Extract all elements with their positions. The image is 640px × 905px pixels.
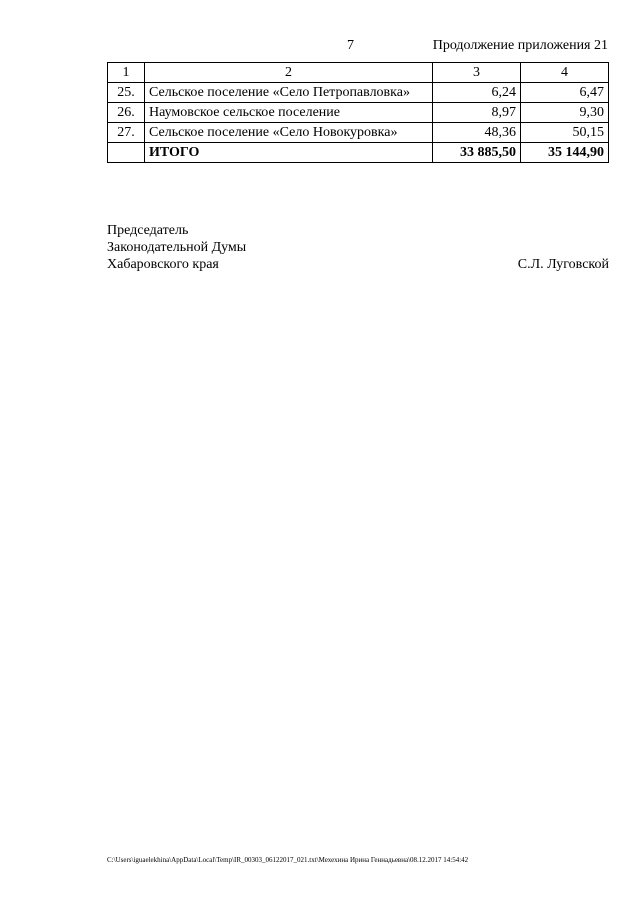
- signer-title-line3: Хабаровского края: [107, 257, 219, 272]
- signature-block: [107, 222, 609, 273]
- page-number: 7: [347, 38, 354, 53]
- value-col3: 48,36: [433, 123, 521, 143]
- signer-row: [107, 256, 609, 273]
- value-col3: 8,97: [433, 103, 521, 123]
- row-number: 26.: [108, 103, 145, 123]
- appendix-continuation-label: Продолжение приложения 21: [432, 38, 608, 53]
- column-header-3: 3: [433, 63, 521, 83]
- total-label: ИТОГО: [145, 143, 433, 163]
- table-row: [108, 83, 609, 103]
- settlement-name: Наумовское сельское поселение: [145, 103, 433, 123]
- value-col4: 9,30: [521, 103, 609, 123]
- column-header-4: 4: [521, 63, 609, 83]
- value-col4: 50,15: [521, 123, 609, 143]
- total-row: [108, 143, 609, 163]
- table-header-row: [108, 63, 609, 83]
- settlement-name: Сельское поселение «Село Петропавловка»: [145, 83, 433, 103]
- total-col4: 35 144,90: [521, 143, 609, 163]
- table-row: [108, 103, 609, 123]
- total-number: [108, 143, 145, 163]
- value-col4: 6,47: [521, 83, 609, 103]
- table-row: [108, 123, 609, 143]
- signer-name: С.Л. Луговской: [517, 257, 609, 272]
- signer-title-line2: Законодательной Думы: [107, 240, 247, 255]
- column-header-2: 2: [145, 63, 433, 83]
- row-number: 25.: [108, 83, 145, 103]
- row-number: 27.: [108, 123, 145, 143]
- column-header-1: 1: [108, 63, 145, 83]
- budget-table: [107, 62, 609, 163]
- value-col3: 6,24: [433, 83, 521, 103]
- footer-file-path: C:\Users\iguaelekhina\AppData\Local\Temp\IR_00303_06122017_021.txt\Мехехина Ирина Геннадьевна\08.12.2017 14:54:42: [107, 856, 469, 864]
- settlement-name: Сельское поселение «Село Новокуровка»: [145, 123, 433, 143]
- total-col3: 33 885,50: [433, 143, 521, 163]
- signer-title-line1: Председатель: [107, 223, 189, 238]
